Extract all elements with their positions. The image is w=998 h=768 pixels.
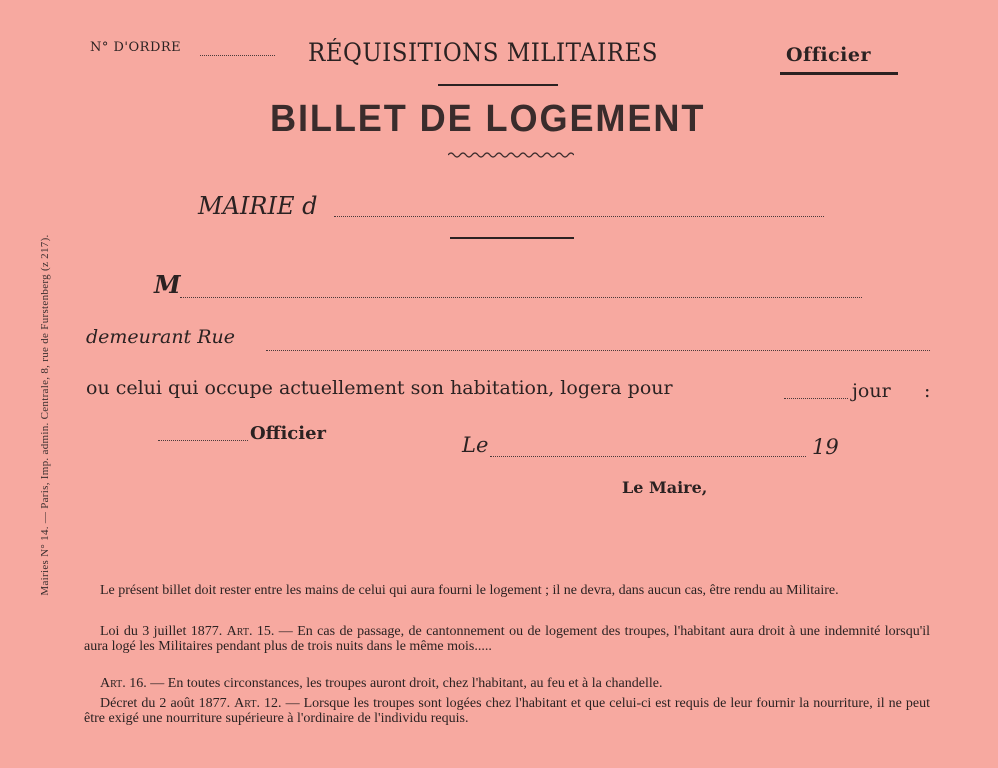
address-label: demeurant Rue <box>86 326 236 348</box>
rank-badge: Officier <box>786 44 872 66</box>
requisitions-title: RÉQUISITIONS MILITAIRES <box>308 38 658 67</box>
legal-paragraph-3 <box>84 676 930 691</box>
decree-article-12-text: — Lorsque les troupes sont logées chez l'habitant et que celui-ci est requis de leur fournir la nourriture, il ne peut être exigé une nourriture supérieure à l'ordinaire de l'individu requis. <box>84 696 931 726</box>
law-article-15: Art. 15. <box>226 624 275 639</box>
person-label: M <box>154 270 181 299</box>
jour-label: jour <box>852 380 891 402</box>
legal-paragraph-4 <box>84 696 930 726</box>
printer-imprint: Mairies N° 14. — Paris, Imp. admin. Centrale, 8, rue de Furstenberg (z 217). <box>39 234 51 596</box>
mairie-label: MAIRIE d <box>198 192 318 220</box>
law-article-16: Art. 16. <box>100 676 147 691</box>
mairie-divider <box>450 237 574 239</box>
law-article-16-text: — En toutes circonstances, les troupes auront droit, chez l'habitant, au feu et à la chandelle. <box>150 676 663 691</box>
mayor-signature-label: Le Maire, <box>622 478 708 497</box>
law-article-15-text: — En cas de passage, de cantonnement ou de logement des troupes, l'habitant aura droit à une indemnité lorsqu'il aura logé les Militaires pendant plus de trois nuits dans le même mois..... <box>84 624 931 654</box>
order-number-label: N° D'ORDRE <box>90 40 182 55</box>
legal-notice: Le présent billet doit rester entre les mains de celui qui aura fourni le logement ; il ne devra, dans aucun cas, être rendu au Militaire. <box>100 583 839 598</box>
decree-1877-heading: Décret du 2 août 1877. <box>100 696 231 711</box>
officer-count-field[interactable] <box>158 440 248 441</box>
date-label: Le <box>462 433 489 457</box>
decorative-wave-divider <box>448 150 574 160</box>
main-title: BILLET DE LOGEMENT <box>270 98 706 140</box>
law-1877-heading: Loi du 3 juillet 1877. <box>100 624 223 639</box>
occupancy-text: ou celui qui occupe actuellement son habitation, logera pour <box>86 377 673 399</box>
legal-paragraph-1 <box>84 583 930 598</box>
rank-badge-underline <box>780 72 898 75</box>
officer-label: Officier <box>250 423 327 444</box>
person-name-field[interactable] <box>180 297 862 298</box>
colon-mark: : <box>924 380 931 402</box>
address-field[interactable] <box>266 350 930 351</box>
legal-paragraph-2 <box>84 624 930 654</box>
decree-article-12: Art. 12. <box>234 696 282 711</box>
date-field[interactable] <box>490 456 806 457</box>
days-count-field[interactable] <box>784 398 848 399</box>
mairie-field[interactable] <box>334 216 824 217</box>
title-underline <box>438 84 558 86</box>
order-number-field[interactable] <box>200 55 275 56</box>
year-label: 19 <box>812 435 839 459</box>
